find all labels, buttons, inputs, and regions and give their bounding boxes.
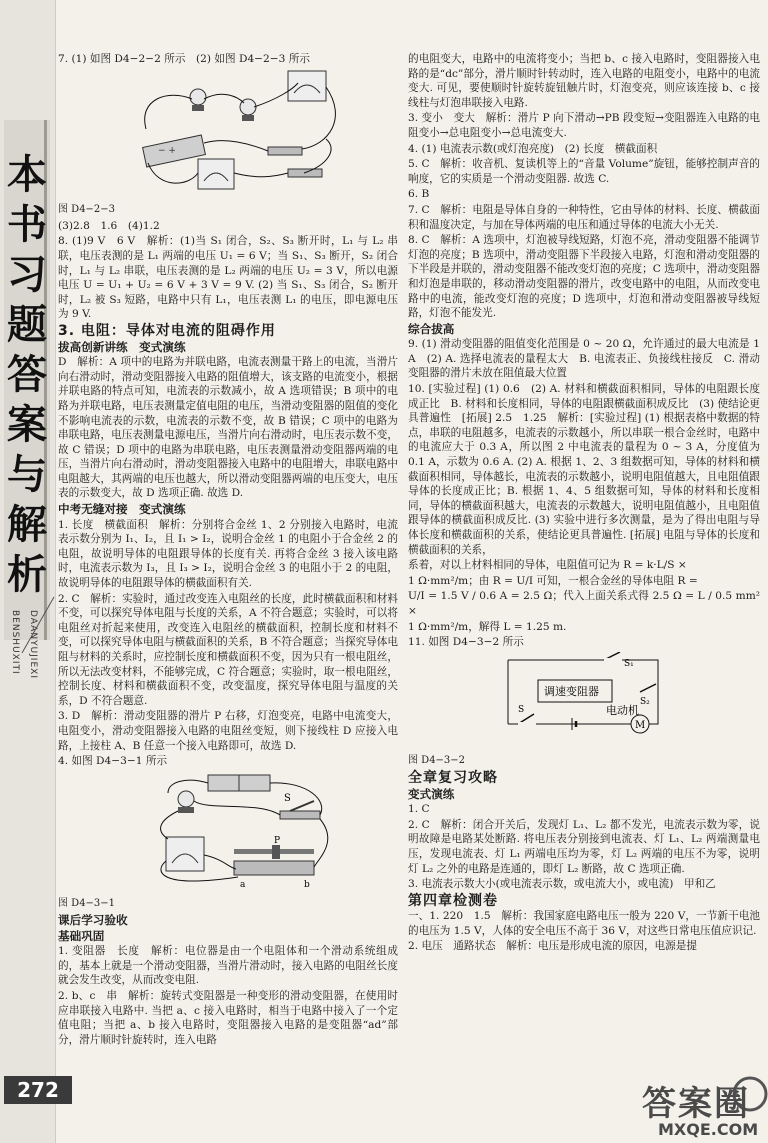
- circuit-figure-d4-2-3: [58, 69, 358, 197]
- figure-caption: 图 D4−2−3: [58, 204, 116, 216]
- formula-line: 1 Ω·mm²/m；由 R = U/I 可知，一根合金丝的导体电阻 R =: [408, 574, 698, 587]
- fig-label-a: a: [240, 879, 246, 890]
- subsection-heading: 中考无缝对接 变式演练: [58, 502, 186, 517]
- circuit-figure-d4-3-1: [58, 771, 358, 891]
- spine-pinyin-2: DAANYUJIEXI: [28, 610, 38, 679]
- answer-rv2: 2. C 解析：闭合开关后，发现灯 L₁、L₂ 都不发光，电流表示数为零，说明故障是电路某处断路. 将电压表分别接到电流表、灯 L₁、L₂ 两端测量电压，发现电流表、灯 L₁ 两端电压均为零，灯 L₂ 两端的电压不为零，说明灯 L₂ 之外的电路是连通的，即灯 L₂ 断路，故 C 选项正确.: [408, 818, 760, 875]
- spine-title-lower: [4, 400, 50, 600]
- spine-char: 书: [7, 202, 47, 248]
- formula-line: U/I = 1.5 V / 0.6 A = 2.5 Ω；代入上面关系式得 2.5 Ω = L / 0.5 mm² ×: [408, 590, 760, 617]
- right-column: [408, 52, 760, 955]
- spine-char: 与: [7, 452, 47, 498]
- circuit-figure-d4-3-2: [408, 652, 708, 748]
- answer-q7: 7. (1) 如图 D4−2−2 所示 (2) 如图 D4−2−3 所示: [58, 53, 310, 65]
- subsection-heading: 综合拔高: [408, 321, 455, 336]
- page-number: 272: [4, 1076, 72, 1104]
- subsection-heading: 变式演练: [408, 786, 455, 801]
- answer-r4: 4. (1) 电流表示数(或灯泡亮度) (2) 长度 横截面积: [408, 142, 658, 155]
- left-column: [58, 52, 398, 1048]
- fig-label-s1: S₁: [624, 658, 634, 669]
- answer-r8: 8. C 解析：A 选项中，灯泡被导线短路，灯泡不亮，滑动变阻器不能调节灯泡的亮度；B 选项中，滑动变阻器下半段接入电路，灯泡和滑动变阻器的下半段是并联的，滑动变阻器不能改变灯泡的亮度；C 选项中，滑动变阻器和灯泡是串联的，移动滑动变阻器的滑片，改变电路中的电阻，从而改变电路中的电流，能改变灯泡的亮度；D 选项中，灯泡和滑动变阻器被导线短路，灯泡不能发光.: [408, 234, 760, 320]
- spine-char: 答: [7, 352, 47, 398]
- subsection-heading: 课后学习验收: [58, 912, 128, 927]
- fig-label-s: S: [518, 704, 525, 715]
- fig-label-s2: S₂: [640, 696, 650, 707]
- subsection-heading: 基础巩固: [58, 928, 105, 943]
- watermark-text: 答案圈: [642, 1084, 750, 1124]
- answer-zk2: 2. C 解析：实验时，通过改变连入电阻丝的长度，此时横截面积和材料不变，可以探究导体电阻与长度的关系，A 不符合题意；实验时，可以将电阻丝对折起来使用，改变连入电阻丝的横截面积，控制长度和材料不变，可以探究导体电阻与横截面积的关系，B 不符合题意；当探究导体电阻与材料的关系时，应控制长度和横截面积不变，因为只有一根电阻丝，所以无法改变材料，不能够完成，C 符合题意；实验时，取一根电阻丝，控制长度、材料和横截面积不变，改变温度，探究导体电阻与温度的关系，D 不符合题意.: [58, 592, 398, 707]
- subsection-heading: 拔高创新讲练 变式演练: [58, 339, 186, 354]
- answer-r9: 9. (1) 滑动变阻器的阻值变化范围是 0 ~ 20 Ω，允许通过的最大电流是 1 A (2) A. 选择电流表的量程太大 B. 电流表正、负接线柱接反 C. 滑动变阻器的滑片未放在阻值最大位置: [408, 338, 760, 380]
- answer-r5: 5. C 解析：收音机、复读机等上的“音量 Volume”旋钮，能够控制声音的响度，它的实质是一个滑动变阻器. 故选 C.: [408, 158, 760, 185]
- answer-r3: 3. 变小 变大 解析：滑片 P 向下滑动→PB 段变短→变阻器连入电路的电阻变小→总电阻变小→总电流变大.: [408, 112, 760, 139]
- answer-rv3: 3. 电流表示数大小(或电流表示数，或电流大小，或电流) 甲和乙: [408, 878, 716, 891]
- figure-caption: 图 D4−3−1: [58, 898, 116, 910]
- spine-char: 案: [7, 402, 47, 448]
- figure-d4-3-2: [408, 652, 760, 753]
- answer-rv1: 1. C: [408, 803, 430, 816]
- spine-slash-icon: [20, 595, 56, 655]
- spine-title: [4, 150, 50, 400]
- section-title: 第四章检测卷: [408, 892, 498, 909]
- answer-t1: 一、1. 220 1.5 解析：我国家庭电路电压一般为 220 V，一节新干电池的电压为 1.5 V，人体的安全电压不高于 36 V，对这些日常电压值应识记.: [408, 910, 760, 937]
- answer-r10: 10. [实验过程] (1) 0.6 (2) A. 材料和横截面积相同，导体的电阻跟长度成正比 B. 材料和长度相同，导体的电阻跟横截面积成反比 (3) 使结论更具普遍性 [拓展] 2.5 1.25 解析：[实验过程] (1) 根据表格中数据的特点，串联的电阻越多，电流表的示数越小，所以串联一根合金丝时，电路中的电流应大于 0.3 A，所以图 2 中电流表的量程为 0 ~ 3 A，分度值为 0.1 A，示数为 0.6 A. (2) A. 根据 1、2、3 组数据可知，导体的材料和横截面积相同，导体越长，电流表的示数越小，说明电阻值越大，且电阻值跟导体的长度成正比；B. 根据 1、4、5 组数据可知，导体的材料和长度相同，导体的横截面积越大，电流表的示数越大，说明电阻值越小，且电阻值跟导体的横截面积成反比. (3) 实验中进行多次测量，是为了得出电阻与导体长度和横截面积的关系，使结论更具普遍性. [拓展] 电阻与导体的长度和横截面积的关系，: [408, 383, 760, 556]
- fig-label-m: M: [635, 719, 646, 731]
- answer-kh2: 2. b、c 串 解析：旋转式变阻器是一种变形的滑动变阻器，在使用时应串联接入电路中. 当把 a、c 接入电路时，相当于电路中接入了一个定值电阻；当把 a、b 接入电路时，变阻器接入电路的是变阻器“ad”部分，滑片顺时针旋转时，连入电路: [58, 989, 398, 1046]
- answer-bachuang: D 解析：A 项中的电路为并联电路，电流表测量干路上的电流，当滑片向右滑动时，滑动变阻器接入电路的阻值增大，该支路的电流变小，根据并联电路的特点可知，电流表的示数减小，故 A 选项错误；B 项中的电路为并联电路，电压表测量定值电阻的电压，当滑动变阻器的阻值的变化不影响电流表的示数，电流表的示数不变，故 B 错误；C 项中的电路为串联电路，电压表测量电源电压，当滑片向右滑动时，电压表示数不变，故 C 错误；D 项中的电路为串联电路，电压表测量滑动变阻器两端的电压，当滑片向右滑动时，滑动变阻器接入电路中的电阻增大，串联电路中电阻越大，其两端的电压也越大，所以滑动变阻器两端的电压变大，电压表的示数变大，故 D 选项正确. 故选 D.: [58, 356, 398, 500]
- answer-r7: 7. C 解析：电阻是导体自身的一种特性，它由导体的材料、长度、横截面积和温度决定，与加在导体两端的电压和通过导体的电流大小无关.: [408, 203, 760, 231]
- answer-kh2-cont: 的电阻变大，电路中的电流将变小；当把 b、c 接入电路时，变阻器接入电路的是“dc”部分，滑片顺时针转动时，连入电路的电阻变小，电路中的电流变大. 可见，要使顺时针旋转旋钮触片时，灯泡变亮，则应该连接 b、c 接线柱与灯泡串联接入电路.: [408, 53, 760, 109]
- spine-char: 解: [7, 502, 47, 548]
- fig-label-rheostat: 调速变阻器: [544, 684, 599, 698]
- spine-char: 本: [7, 152, 47, 198]
- figure-caption: 图 D4−3−2: [408, 755, 466, 767]
- spine-pinyin-1: BENSHUXITI: [10, 610, 20, 675]
- answer-zk4: 4. 如图 D4−3−1 所示: [58, 755, 168, 768]
- answer-zk3: 3. D 解析：滑动变阻器的滑片 P 右移，灯泡变亮，电路中电流变大，电阻变小，滑动变阻器接入电路的电阻丝变短，则下接线柱 D 应接入电路，上接柱 A、B 任意一个接入电路即可，故选 D.: [58, 710, 398, 752]
- answer-kh1: 1. 变阻器 长度 解析：电位器是由一个电阻体和一个滑动系统组成的，基本上就是一个滑动变阻器，当滑片滑动时，接入电路的电阻丝长度就会发生改变，从而改变电阻.: [58, 945, 398, 987]
- figure-d4-2-3: [58, 69, 398, 202]
- spine-char: 题: [7, 302, 47, 348]
- answer-r6: 6. B: [408, 188, 430, 201]
- fig-label-motor: 电动机: [606, 703, 639, 717]
- fig-label-b: b: [304, 879, 310, 890]
- answer-zk1: 1. 长度 横截面积 解析：分别将合金丝 1、2 分别接入电路时，电流表示数分别为 I₁、I₂，且 I₁ > I₂，说明合金丝 1 的电阻小于合金丝 2 的电阻，故说明导体的电阻跟导体的长度有关. 再将合金丝 3 接入该电路时，电流表示数为 I₃，且 I₃ > I₂，说明合金丝 3 的电阻小于 2 的电阻，故说明导体的电阻跟导体的横截面积有关.: [58, 518, 398, 590]
- formula-line: 系着，对以上材料相同的导体，电阻值可记为 R = k·L/S ×: [408, 559, 687, 572]
- section-title: 全章复习攻略: [408, 769, 498, 786]
- answer-t2: 2. 电压 通路状态 解析：电压是形成电流的原因，电源是提: [408, 940, 697, 953]
- figure-d4-3-1: [58, 771, 398, 896]
- answer-r11: 11. 如图 D4−3−2 所示: [408, 636, 524, 649]
- spine-char: 析: [7, 552, 47, 598]
- svg-text:− +: − +: [158, 145, 176, 156]
- fig-label-s: S: [284, 792, 291, 804]
- formula-line: 1 Ω·mm²/m，解得 L = 1.25 m.: [408, 620, 567, 633]
- fig-label-p: P: [274, 835, 281, 846]
- answer-q7-cont: (3)2.8 1.6 (4)1.2: [58, 219, 160, 232]
- spine-char: 习: [7, 252, 47, 298]
- answer-q8: 8. (1)9 V 6 V 解析：(1)当 S₁ 闭合，S₂、S₃ 断开时，L₁ 与 L₂ 串联，电压表测的是 L₁ 两端的电压 U₁ = 6 V；当 S₁、S₃ 断开，S₂ 闭合时，L₁ 与 L₂ 串联，电压表测的是 L₂ 两端的电压 U₂ = 3 V，所以电源电压 U = U₁ + U₂ = 6 V + 3 V = 9 V. (2) 当 S₁、S₃ 闭合，S₂ 断开时，L₂ 被 S₃ 短路，电路中只有 L₁，电压表测 L₁ 的电压，即电源电压为 9 V.: [58, 235, 398, 321]
- section-title: 3. 电阻：导体对电流的阻碍作用: [58, 322, 276, 339]
- watermark-url: MXQE.COM: [658, 1120, 759, 1139]
